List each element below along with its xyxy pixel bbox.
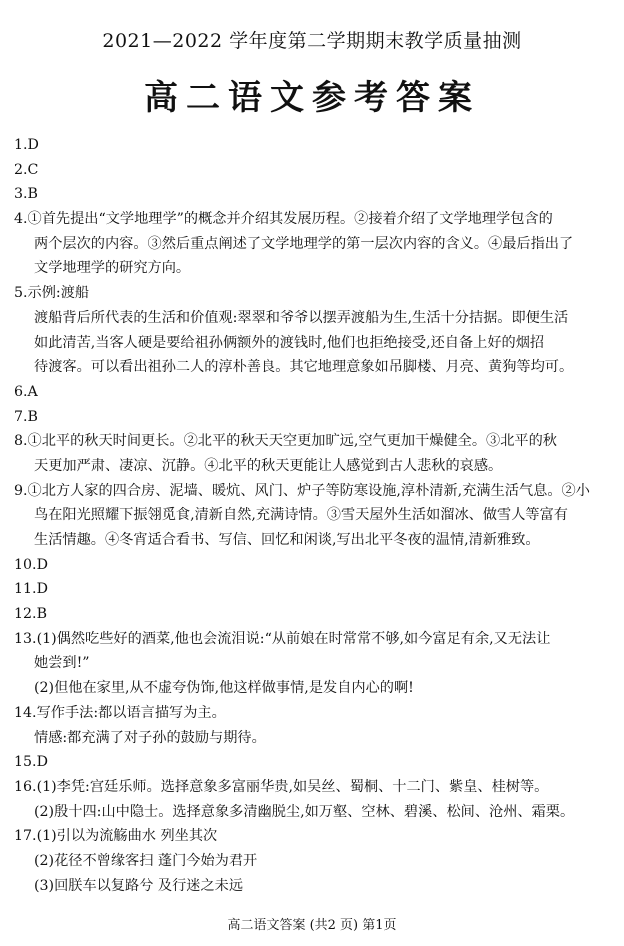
answer-first-line — [14, 182, 612, 207]
answer-first-line — [14, 380, 612, 405]
question-number: 3. — [14, 186, 28, 203]
answer-first-line — [14, 479, 612, 504]
answer-continuation-line — [14, 256, 612, 281]
question-number: 6. — [14, 383, 28, 400]
answer-item — [14, 577, 612, 602]
answer-text: 鸟在阳光照耀下振翎觅食,清新自然,充满诗情。③雪天屋外生活如溜冰、做雪人等富有 — [34, 507, 568, 524]
answer-text: B — [27, 408, 38, 425]
answer-item — [14, 380, 612, 405]
answer-text: B — [36, 606, 48, 623]
question-number: 8. — [14, 433, 28, 450]
question-number: 13. — [14, 630, 37, 647]
answer-text: D — [36, 754, 48, 771]
answer-item — [14, 824, 612, 898]
answer-item — [14, 281, 612, 380]
question-number: 1. — [14, 137, 28, 153]
answer-continuation-line — [14, 355, 612, 380]
answer-continuation-line — [14, 800, 612, 825]
answer-continuation-line — [14, 874, 612, 899]
answer-first-line — [14, 602, 612, 627]
answer-item — [14, 775, 612, 824]
answer-item — [14, 627, 612, 701]
answer-item — [14, 750, 612, 775]
answer-text: (2)花径不曾缘客扫 蓬门今始为君开 — [34, 852, 258, 869]
answer-text: B — [27, 186, 38, 203]
answer-item — [14, 405, 612, 430]
answer-first-line — [14, 775, 612, 800]
answer-item — [14, 701, 612, 750]
answer-first-line — [14, 429, 612, 454]
answer-text: D — [27, 137, 39, 153]
answer-continuation-line — [14, 503, 612, 528]
answer-first-line — [14, 207, 612, 232]
answer-continuation-line — [14, 331, 612, 356]
answer-continuation-line — [14, 676, 612, 701]
answer-continuation-line — [14, 849, 612, 874]
answer-first-line — [14, 824, 612, 849]
answer-text: 示例:渡船 — [27, 285, 90, 302]
answer-first-line — [14, 701, 612, 726]
answer-text: A — [27, 383, 38, 400]
answer-first-line — [14, 281, 612, 306]
answer-text: 生活情趣。④冬宵适合看书、写信、回忆和闲谈,写出北平冬夜的温情,清新雅致。 — [34, 532, 540, 548]
answer-text: 文学地理学的研究方向。 — [34, 260, 191, 277]
answer-text: ①北平的秋天时间更长。②北平的秋天天空更加旷远,空气更加干燥健全。③北平的秋 — [27, 433, 557, 450]
answer-first-line — [14, 553, 612, 578]
exam-name: 2021—2022 学年度第二学期期末教学质量抽测 — [102, 30, 522, 52]
answer-text: (2)但他在家里,从不虚夸伪饰,他这样做事情,是发自内心的啊! — [34, 680, 414, 697]
question-number: 7. — [14, 408, 28, 425]
answer-text: 写作手法:都以语言描写为主。 — [36, 704, 226, 721]
answer-text: D — [36, 556, 48, 573]
question-number: 16. — [14, 778, 37, 795]
answer-text: 她尝到!” — [34, 655, 90, 672]
question-number: 4. — [14, 211, 28, 228]
question-number: 17. — [14, 828, 37, 845]
answer-first-line — [14, 750, 612, 775]
answer-text: 情感:都充满了对子孙的鼓励与期待。 — [34, 729, 266, 746]
answer-item — [14, 553, 612, 578]
answer-item — [14, 158, 612, 183]
answer-text: (1)偶然吃些好的酒菜,他也会流泪说:“从前娘在时常常不够,如今富足有余,又无法让 — [36, 630, 551, 647]
answer-text: 如此清苦,当客人硬是要给祖孙俩额外的渡钱时,他们也拒绝接受,还自备上好的烟招 — [34, 334, 545, 351]
question-number: 5. — [14, 285, 28, 302]
answer-continuation-line — [14, 232, 612, 257]
answer-text: D — [36, 581, 48, 598]
page-title: 高二语文参考答案 — [144, 78, 480, 118]
question-number: 12. — [14, 606, 37, 623]
answer-continuation-line — [14, 528, 612, 553]
answer-item — [14, 133, 612, 158]
answer-continuation-line — [14, 726, 612, 751]
question-number: 15. — [14, 754, 37, 771]
answer-first-line — [14, 627, 612, 652]
answer-text: 两个层次的内容。③然后重点阐述了文学地理学的第一层次内容的含义。④最后指出了 — [34, 235, 574, 252]
answer-text: (2)殷十四:山中隐士。选择意象多清幽脱尘,如万壑、空林、碧溪、松间、沧州、霜栗。 — [34, 803, 575, 820]
answer-item — [14, 429, 612, 478]
answer-first-line — [14, 577, 612, 602]
answer-text: (1)引以为流觞曲水 列坐其次 — [36, 828, 218, 845]
answer-continuation-line — [14, 306, 612, 331]
answer-continuation-line — [14, 651, 612, 676]
answer-text: 天更加严肃、凄凉、沉静。④北平的秋天更能让人感觉到古人悲秋的哀感。 — [34, 457, 503, 474]
question-number: 11. — [14, 581, 37, 598]
answer-text: ①北方人家的四合房、泥墙、暖炕、风门、炉子等防寒设施,淳朴清新,充满生活气息。②小 — [27, 482, 590, 499]
answer-text: 渡船背后所代表的生活和价值观:翠翠和爷爷以摆弄渡船为生,生活十分拮据。即便生活 — [34, 309, 569, 326]
answer-text: 待渡客。可以看出祖孙二人的淳朴善良。其它地理意象如吊脚楼、月亮、黄狗等均可。 — [34, 359, 574, 376]
answer-text: (3)回朕车以复路兮 及行迷之未远 — [34, 877, 244, 894]
question-number: 9. — [14, 482, 28, 499]
answer-text: ①首先提出“文学地理学”的概念并介绍其发展历程。②接着介绍了文学地理学包含的 — [27, 211, 553, 228]
answer-text: (1)李凭:宫廷乐师。选择意象多富丽华贵,如吴丝、蜀桐、十二门、紫皇、桂树等。 — [36, 778, 549, 795]
answer-list — [14, 133, 612, 898]
page-footer: 高二语文答案 (共2 页) 第1页 — [227, 918, 397, 933]
answer-item — [14, 182, 612, 207]
answer-first-line — [14, 158, 612, 183]
answer-item — [14, 207, 612, 281]
answer-first-line — [14, 405, 612, 430]
question-number: 10. — [14, 556, 37, 573]
question-number: 2. — [14, 161, 28, 178]
answer-first-line — [14, 133, 612, 158]
answer-item — [14, 602, 612, 627]
answer-continuation-line — [14, 454, 612, 479]
answer-item — [14, 479, 612, 553]
answer-text: C — [27, 161, 39, 178]
question-number: 14. — [14, 704, 37, 721]
